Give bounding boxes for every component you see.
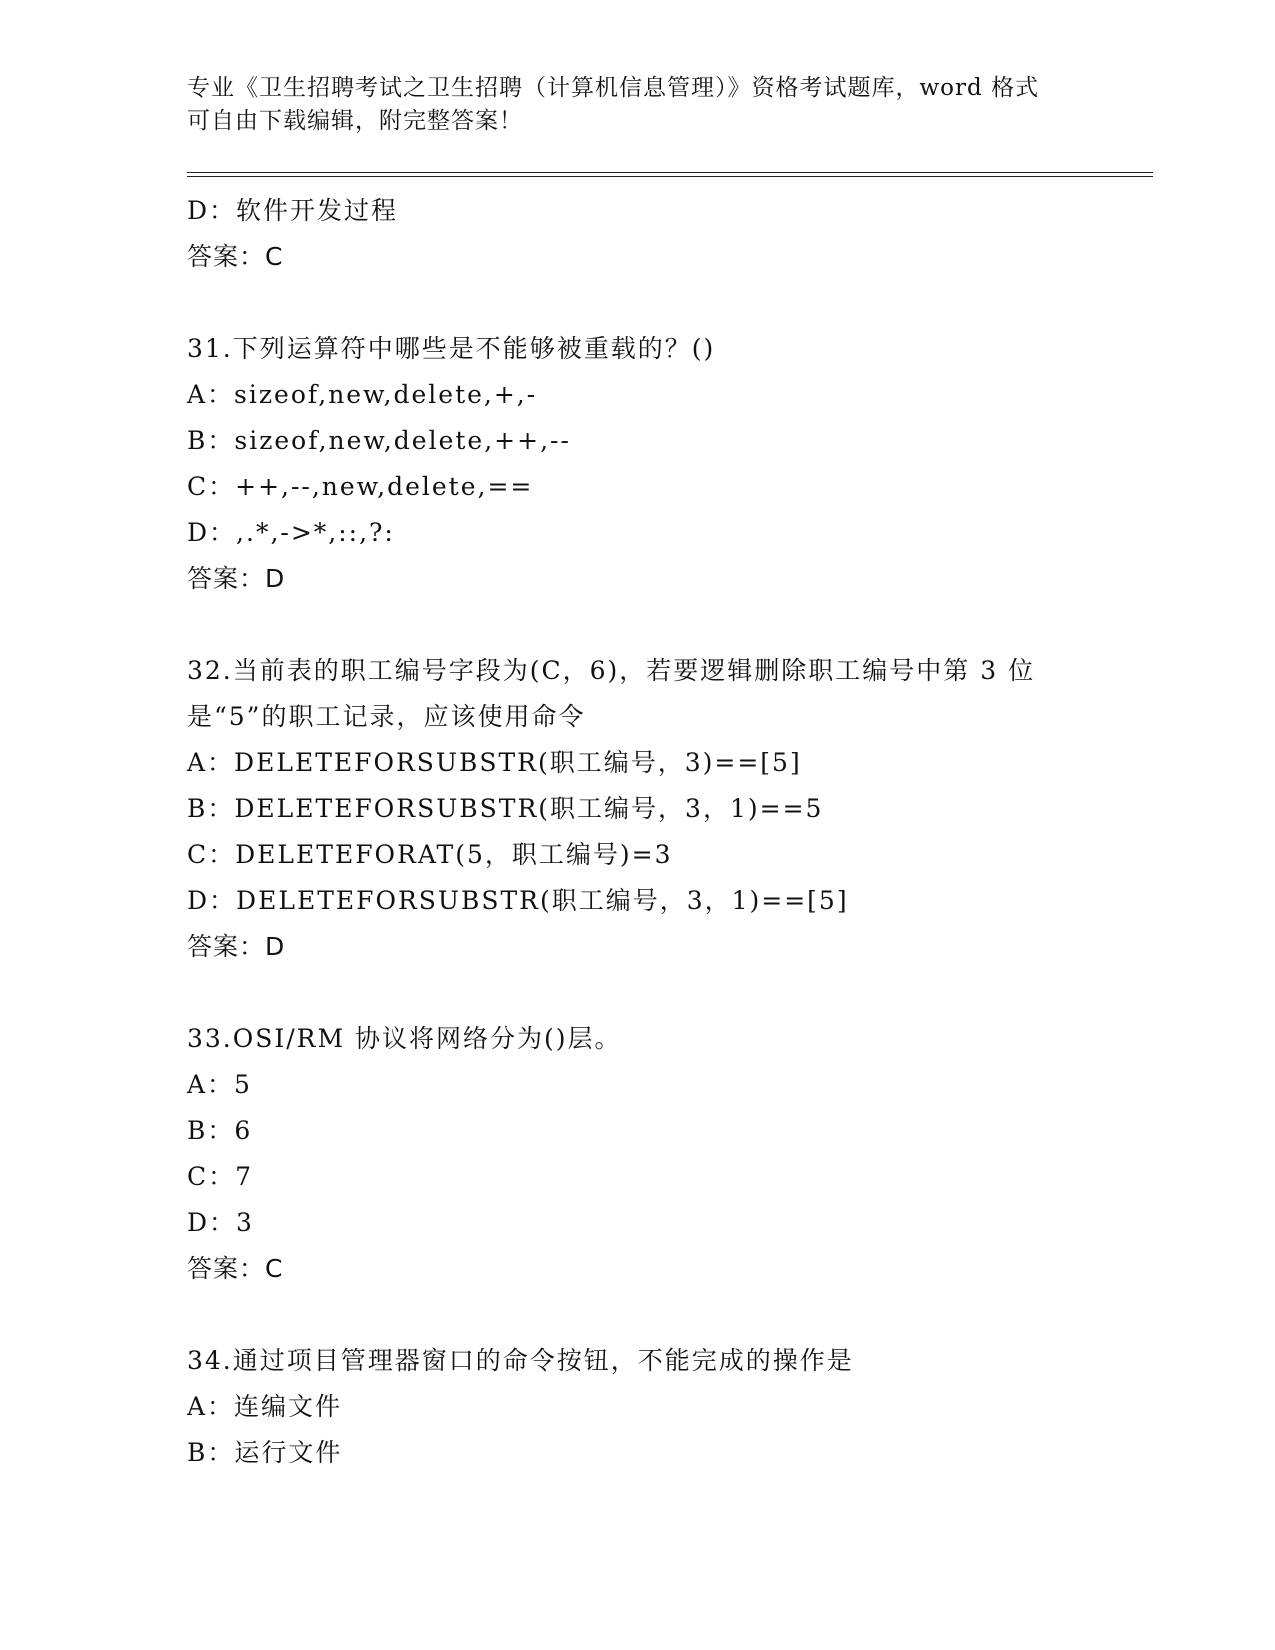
answer-line: 答案：C xyxy=(187,1254,284,1283)
header-rule-bottom xyxy=(187,176,1153,177)
option-c: C：7 xyxy=(187,1162,254,1191)
option-a: A：5 xyxy=(187,1070,252,1099)
header-rule-top xyxy=(187,172,1153,173)
question-text: 34.通过项目管理器窗口的命令按钮，不能完成的操作是 xyxy=(187,1346,854,1375)
option-b: B：6 xyxy=(187,1116,253,1145)
option-line: D：软件开发过程 xyxy=(187,196,399,225)
option-c: C：++,--,new,delete,== xyxy=(187,472,534,501)
question-text: 31.下列运算符中哪些是不能够被重载的？() xyxy=(187,334,716,363)
option-d: D：,.*,->*,::,?: xyxy=(187,518,395,547)
option-d: D：3 xyxy=(187,1208,254,1237)
question-text-line-2: 是“5”的职工记录，应该使用命令 xyxy=(187,702,586,731)
question-31 xyxy=(187,326,1087,602)
option-b: B：sizeof,new,delete,++,-- xyxy=(187,426,571,455)
question-33 xyxy=(187,1016,1087,1292)
option-a: A：连编文件 xyxy=(187,1392,343,1421)
previous-question-tail xyxy=(187,188,1087,280)
option-a: A：sizeof,new,delete,+,- xyxy=(187,380,538,409)
answer-line: 答案：C xyxy=(187,242,284,271)
option-b: B：运行文件 xyxy=(187,1438,343,1467)
answer-line: 答案：D xyxy=(187,932,286,961)
question-list xyxy=(187,188,1087,1476)
header-line-2: 可自由下载编辑，附完整答案！ xyxy=(187,108,523,134)
question-text: 33.OSI/RM 协议将网络分为()层。 xyxy=(187,1024,622,1053)
question-34 xyxy=(187,1338,1087,1476)
spacer xyxy=(187,280,1087,326)
option-a: A：DELETEFORSUBSTR(职工编号，3)==[5] xyxy=(187,748,802,777)
spacer xyxy=(187,602,1087,648)
spacer xyxy=(187,970,1087,1016)
option-b: B：DELETEFORSUBSTR(职工编号，3，1)==5 xyxy=(187,794,824,823)
document-header xyxy=(187,72,1087,138)
answer-line: 答案：D xyxy=(187,564,286,593)
option-c: C：DELETEFORAT(5，职工编号)=3 xyxy=(187,840,673,869)
spacer xyxy=(187,1292,1087,1338)
header-line-1: 专业《卫生招聘考试之卫生招聘（计算机信息管理）》资格考试题库，word 格式 xyxy=(187,75,1040,101)
question-text-line-1: 32.当前表的职工编号字段为(C，6)，若要逻辑删除职工编号中第 3 位 xyxy=(187,656,1036,685)
question-32 xyxy=(187,648,1087,970)
option-d: D：DELETEFORSUBSTR(职工编号，3，1)==[5] xyxy=(187,886,849,915)
